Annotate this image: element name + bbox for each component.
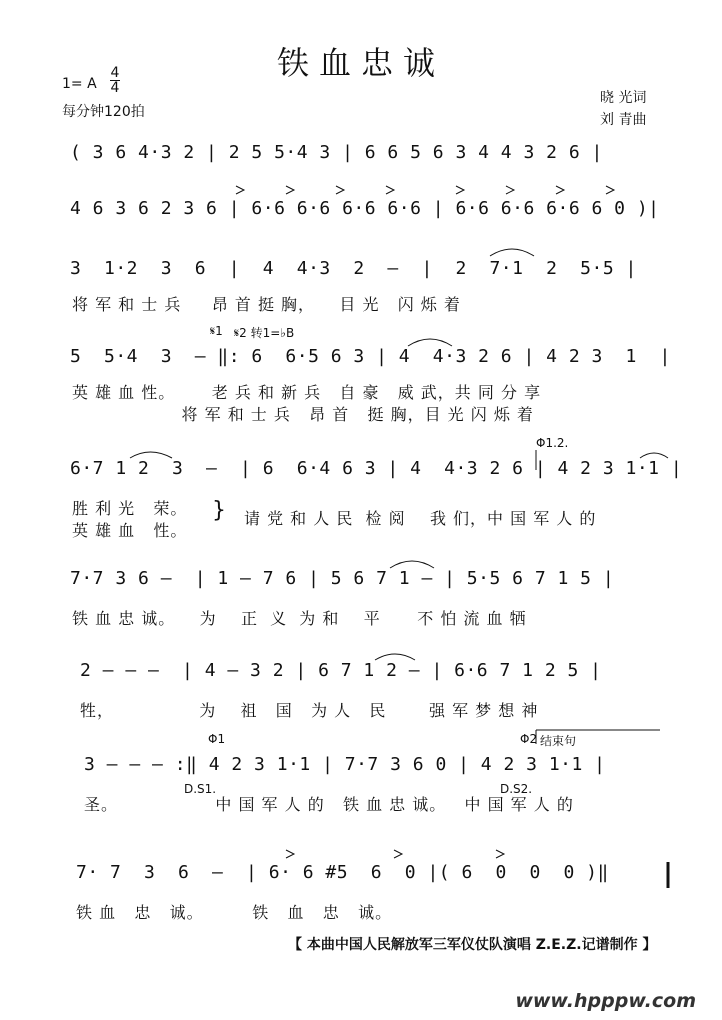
lyric-row-8: 圣。 中 国 军 人 的 铁 血 忠 诚。 中 国 军 人 的 bbox=[84, 795, 574, 814]
site-watermark: www.hpppw.com bbox=[515, 990, 696, 1012]
lyricist: 晓 光词 bbox=[600, 90, 647, 106]
notes-row-8: 3 — — — :‖ 4 2 3 1·1 | 7·7 3 6 0 | 4 2 3 1·1 | bbox=[84, 754, 606, 775]
segno-2-mark: 𝄋2 转1=♭B bbox=[234, 326, 295, 340]
time-sig-bottom: 4 bbox=[110, 80, 120, 96]
notes-row-5: 6·7 1 2 3 — | 6 6·4 6 3 | 4 4·3 2 6 | 4 2 3 1·1 | bbox=[70, 458, 683, 479]
coda-1-mark: Φ1 bbox=[208, 732, 226, 746]
coda-2-mark: Φ2 bbox=[520, 732, 538, 746]
time-sig-top: 4 bbox=[110, 65, 120, 81]
coda-12-mark: Φ1.2. bbox=[536, 436, 569, 450]
composer: 刘 青曲 bbox=[600, 112, 647, 128]
brace: } bbox=[212, 498, 227, 523]
notes-row-1: ( 3 6 4·3 2 | 2 5 5·4 3 | 6 6 5 6 3 4 4 3 2 6 | bbox=[70, 142, 603, 163]
ds2-mark: D.S2. bbox=[500, 782, 533, 796]
lyric-row-3: 将 军 和 士 兵 昂 首 挺 胸， 目 光 闪 烁 着 bbox=[72, 295, 461, 314]
ending-label: 结束句 bbox=[540, 734, 577, 748]
lyric-row-4b: 将 军 和 士 兵 昂 首 挺 胸，目 光 闪 烁 着 bbox=[72, 405, 534, 424]
notes-row-7: 2 — — — | 4 — 3 2 | 6 7 1 2 — | 6·6 7 1 2 5 | bbox=[80, 660, 602, 681]
key-label: 1= A bbox=[62, 76, 97, 92]
key-signature bbox=[62, 65, 120, 96]
lyric-row-9: 铁 血 忠 诚。 铁 血 忠 诚。 bbox=[76, 903, 393, 922]
segno-1-mark: 𝄋1 bbox=[210, 324, 223, 338]
notes-row-2: 4 6 3 6 2 3 6 | 6·6 6·6 6·6 6·6 | 6·6 6·6 6·6 6 0 )| bbox=[70, 198, 660, 219]
notes-row-4: 5 5·4 3 — ‖: 6 6·5 6 3 | 4 4·3 2 6 | 4 2 3 1 | bbox=[70, 346, 671, 367]
time-signature bbox=[110, 66, 120, 95]
lyric-row-4a: 英 雄 血 性。 老 兵 和 新 兵 自 豪 威 武，共 同 分 享 bbox=[72, 383, 542, 402]
notes-row-6: 7·7 3 6 — | 1 — 7 6 | 5 6 7 1 — | 5·5 6 7 1 5 | bbox=[70, 568, 615, 589]
page-title: 铁血忠诚 bbox=[276, 44, 445, 82]
lyric-row-6: 铁 血 忠 诚。 为 正 义 为 和 平 不 怕 流 血 牺 bbox=[72, 609, 527, 628]
lyric-row-7: 牲， 为 祖 国 为 人 民 强 军 梦 想 神 bbox=[80, 701, 539, 720]
footer-credit: 【 本曲中国人民解放军三军仪仗队演唱 Z.E.Z.记谱制作 】 bbox=[288, 937, 657, 953]
notes-row-3: 3 1·2 3 6 | 4 4·3 2 — | 2 7·1 2 5·5 | bbox=[70, 258, 637, 279]
tempo: 每分钟120拍 bbox=[62, 104, 145, 120]
lyric-row-5b: 英 雄 血 性。 bbox=[72, 521, 188, 540]
lyric-row-5a: 胜 利 光 荣。 bbox=[72, 499, 188, 518]
lyric-row-5c: 请 党 和 人 民 检 阅 我 们，中 国 军 人 的 bbox=[244, 509, 597, 528]
notes-row-9: 7· 7 3 6 — | 6· 6 #5 6 0 |( 6 0 0 0 )‖ bbox=[76, 862, 609, 883]
ds1-mark: D.S1. bbox=[184, 782, 217, 796]
